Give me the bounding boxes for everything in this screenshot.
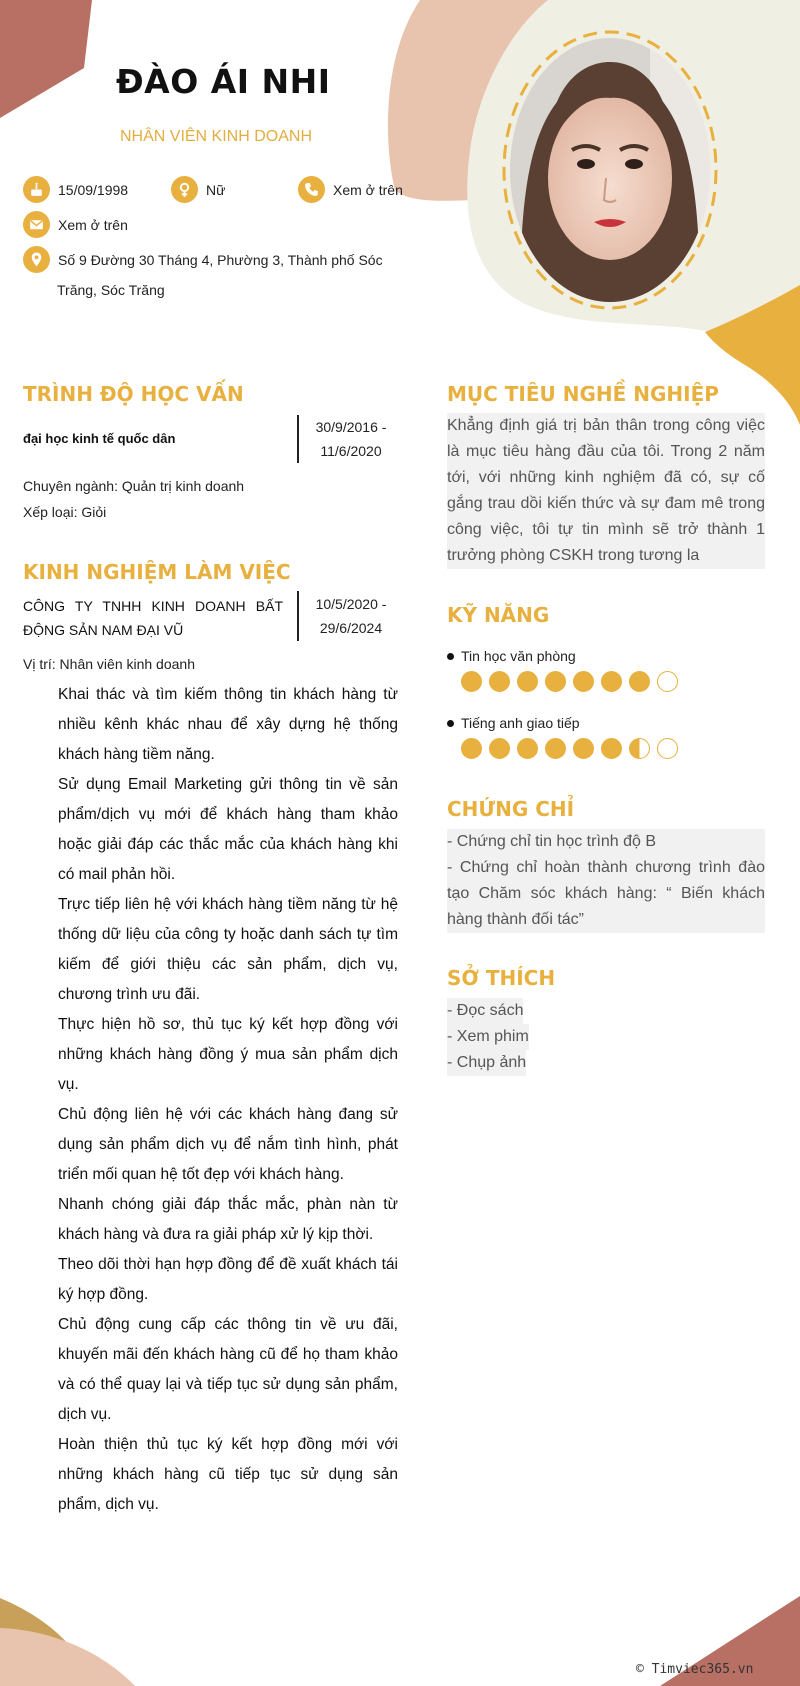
hobbies-heading: SỞ THÍCH [447, 966, 556, 990]
skill-name: Tin học văn phòng [461, 648, 576, 664]
experience-heading: KINH NGHIỆM LÀM VIỆC [23, 560, 291, 584]
duty-item: Theo dõi thời hạn hợp đồng để đề xuất khách tái ký hợp đồng. [58, 1256, 398, 1303]
certificate-item: - Chứng chỉ tin học trình độ B [447, 829, 765, 855]
rating-dot [545, 671, 566, 692]
experience-date-start: 10/5/2020 - [315, 596, 387, 612]
certificate-item: - Chứng chỉ hoàn thành chương trình đào tạo Chăm sóc khách hàng: “ Biến khách hàng thành đối tác” [447, 855, 765, 933]
education-date-end: 11/6/2020 [320, 443, 382, 459]
skill-item-english [447, 715, 580, 731]
rating-dot [461, 671, 482, 692]
gender-value: Nữ [206, 181, 226, 198]
objective-text: Khẳng định giá trị bản thân trong công việc là mục tiêu hàng đầu của tôi. Trong 2 năm tới, với những kinh nghiệm đã có, sự cố gắng trau dồi kiến thức và sự đam mê trong công việc, tôi tự tin mình sẽ trở thành 1 trưởng phòng CSKH trong tương la [447, 413, 765, 569]
phone-value: Xem ở trên [333, 181, 403, 198]
avatar [500, 28, 720, 312]
address-line2: Trăng, Sóc Trăng [57, 282, 165, 298]
rating-dot [489, 671, 510, 692]
contact-address [23, 246, 383, 273]
rating-dot [629, 671, 650, 692]
experience-date-end: 29/6/2024 [319, 620, 383, 636]
rating-dot [601, 738, 622, 759]
rating-dot [657, 738, 678, 759]
education-grade: Xếp loại: Giỏi [23, 504, 107, 520]
bullet [447, 720, 454, 727]
education-major: Chuyên ngành: Quản trị kinh doanh [23, 478, 245, 494]
duty-item: Nhanh chóng giải đáp thắc mắc, phàn nàn từ khách hàng và đưa ra giải pháp xử lý kịp thời. [58, 1196, 398, 1243]
rating-dot [489, 738, 510, 759]
duty-item: Trực tiếp liên hệ với khách hàng tiềm năng từ hệ thống dữ liệu của công ty hoặc danh sách tự tìm kiếm để giới thiệu các sản phẩm, dịch vụ, chương trình ưu đãi. [58, 896, 398, 1003]
rating-dot [629, 738, 650, 759]
duty-item: Hoàn thiện thủ tục ký kết hợp đồng mới với những khách hàng cũ tiếp tục sử dụng sản phẩm, dịch vụ. [58, 1436, 398, 1513]
candidate-job-title: NHÂN VIÊN KINH DOANH [119, 128, 313, 145]
email-value: Xem ở trên [58, 216, 128, 233]
experience-company [23, 594, 283, 642]
education-dates [298, 415, 404, 463]
certificates-heading: CHỨNG CHỈ [447, 797, 575, 821]
contact-phone [298, 176, 403, 203]
rating-dot [573, 738, 594, 759]
rating-dot [517, 671, 538, 692]
shape-peach-bottom-left [0, 1628, 135, 1686]
rating-dot [573, 671, 594, 692]
cake-icon [23, 176, 50, 203]
duty-item: Thực hiện hồ sơ, thủ tục ký kết hợp đồng với những khách hàng đồng ý mua sản phẩm dịch vụ. [58, 1016, 398, 1093]
company-line1: CÔNG TY TNHH KINH DOANH BẤT [23, 598, 283, 614]
skill-item-office [447, 648, 576, 664]
candidate-name: ĐÀO ÁI NHI [116, 62, 331, 101]
contact-gender [171, 176, 225, 203]
contact-email [23, 211, 128, 238]
rating-dot [545, 738, 566, 759]
education-heading: TRÌNH ĐỘ HỌC VẤN [23, 382, 244, 406]
skill-name: Tiếng anh giao tiếp [461, 715, 580, 731]
rating-dot [517, 738, 538, 759]
experience-dates [298, 592, 404, 640]
watermark: © Timviec365.vn [636, 1662, 754, 1677]
hobby-item: - Xem phim [447, 1024, 529, 1050]
experience-duties [58, 680, 398, 1520]
shape-rose-top-left [0, 0, 92, 118]
rating-dot [461, 738, 482, 759]
birthdate-value: 15/09/1998 [58, 181, 129, 198]
rating-dot [601, 671, 622, 692]
duty-item: Chủ động liên hệ với các khách hàng đang sử dụng sản phẩm dịch vụ để nắm tình hình, phát triển mối quan hệ tốt đẹp với khách hàng. [58, 1106, 398, 1183]
hobby-item: - Chụp ảnh [447, 1050, 526, 1076]
skill-rating [461, 671, 678, 692]
objective-heading: MỤC TIÊU NGHỀ NGHIỆP [447, 382, 719, 406]
rating-dot [657, 671, 678, 692]
duty-item: Sử dụng Email Marketing gửi thông tin về sản phẩm/dịch vụ mới để khách hàng tham khảo hoặc giải đáp các thắc mắc của khách hàng khi có mail phản hồi. [58, 776, 398, 883]
duty-item: Chủ động cung cấp các thông tin về ưu đãi, khuyến mãi đến khách hàng cũ để họ tham khảo và có thể quay lại và tiếp tục sử dụng sản phẩm, dịch vụ. [58, 1316, 398, 1423]
duty-item: Khai thác và tìm kiếm thông tin khách hàng từ nhiều kênh khác nhau để xây dựng hệ thống khách hàng tiềm năng. [58, 686, 398, 763]
education-date-start: 30/9/2016 - [315, 419, 387, 435]
education-school: đại học kinh tế quốc dân [23, 431, 176, 446]
experience-position: Vị trí: Nhân viên kinh doanh [23, 656, 195, 672]
address-line1: Số 9 Đường 30 Tháng 4, Phường 3, Thành phố Sóc [58, 251, 383, 268]
map-pin-icon [23, 246, 50, 273]
company-line2: ĐỘNG SẢN NAM ĐẠI VŨ [23, 622, 184, 638]
skill-rating [461, 738, 678, 759]
phone-icon [298, 176, 325, 203]
envelope-icon [23, 211, 50, 238]
gender-icon [171, 176, 198, 203]
contact-birthdate [23, 176, 128, 203]
bullet [447, 653, 454, 660]
hobby-item: - Đọc sách [447, 998, 523, 1024]
skills-heading: KỸ NĂNG [447, 603, 550, 627]
